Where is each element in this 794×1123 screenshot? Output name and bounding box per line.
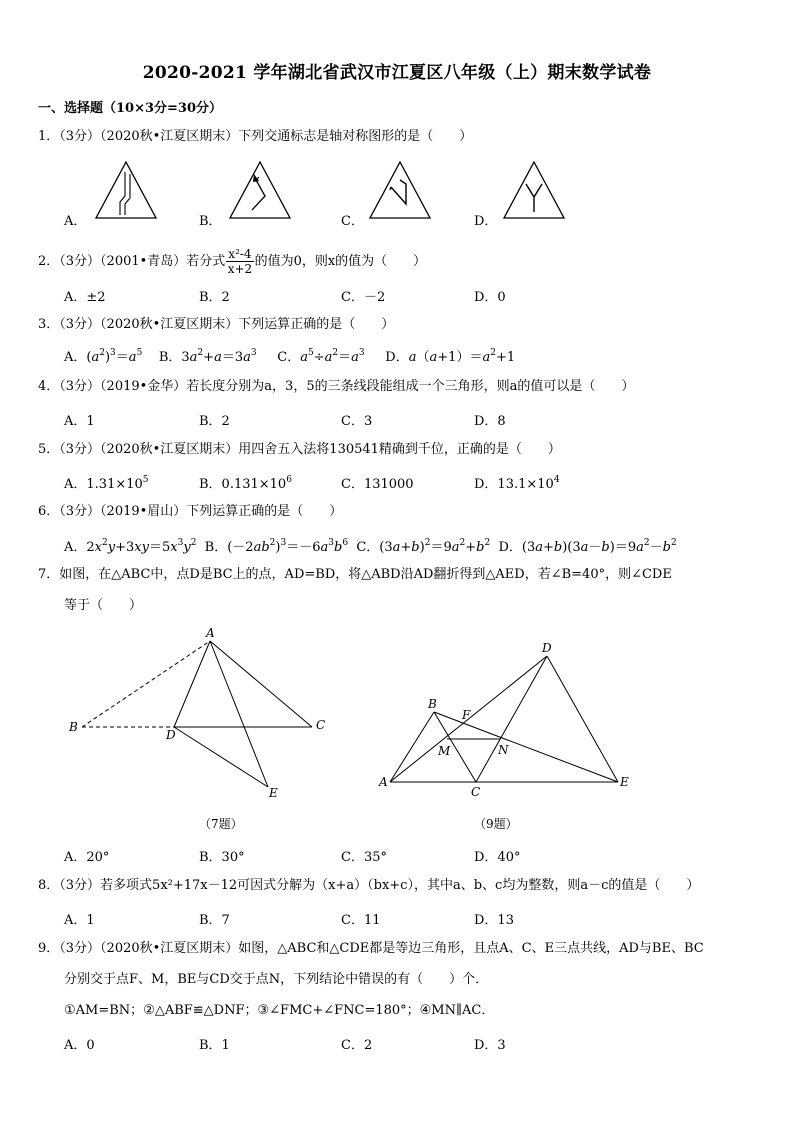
question-7-line-1: 7．如图，在△ABC中，点D是BC上的点，AD=BD，将△ABD沿AD翻折得到△AED，若∠B=40°，则∠CDE xyxy=(38,567,672,582)
q1-option-d: D． xyxy=(474,214,498,229)
q3-options: A．$(a^2)^3=a^5$ B．$3a^2+a=3a^3$ C．$a^5\div a^2=a^3$ D．$a(a+1)=a^2+1$ xyxy=(64,348,516,365)
fig9-label-n: N xyxy=(498,743,509,757)
q1-option-b: B． xyxy=(199,214,222,229)
q5-option-a: A．$1.31\times 10^5$ xyxy=(64,475,149,492)
q4-option-b: B．2 xyxy=(199,414,230,429)
q8-option-c: C．11 xyxy=(341,913,381,928)
question-7-line-2: 等于（ ） xyxy=(64,598,143,613)
fig7-label-e: E xyxy=(269,786,278,800)
traffic-sign-a-icon xyxy=(94,160,158,220)
q9-option-a: A．0 xyxy=(64,1038,95,1053)
q2-numerator: x²-4 xyxy=(228,247,252,261)
q4-option-c: C．3 xyxy=(341,414,373,429)
fig9-label-c: C xyxy=(471,785,481,799)
fig7-label-a: A xyxy=(206,626,215,640)
q2-option-a: A．±2 xyxy=(64,290,106,305)
page-title: 2020-2021 学年湖北省武汉市江夏区八年级（上）期末数学试卷 xyxy=(142,63,652,83)
question-2 xyxy=(38,247,426,276)
q9-option-d: D．3 xyxy=(474,1038,506,1053)
q8-option-b: B．7 xyxy=(199,913,230,928)
question-3: 3．（3分）（2020秋•江夏区期末）下列运算正确的是（ ） xyxy=(38,317,395,332)
q8-option-a: A．1 xyxy=(64,913,95,928)
q7-option-c: C．35° xyxy=(341,850,387,865)
question-9-line-1: 9．（3分）（2020秋•江夏区期末）如图，△ABC和△CDE都是等边三角形，且点A、C、E三点共线，AD与BE、BC xyxy=(38,941,704,956)
q9-option-c: C．2 xyxy=(341,1038,373,1053)
q8-option-d: D．13 xyxy=(474,913,514,928)
figure-7-caption: （7题） xyxy=(199,817,243,831)
figure-7 xyxy=(60,625,340,805)
fig9-label-e: E xyxy=(620,775,629,789)
question-1: 1．（3分）（2020秋•江夏区期末）下列交通标志是轴对称图形的是（ ） xyxy=(38,129,473,144)
question-4: 4．（3分）（2019•金华）若长度分别为a，3，5的三条线段能组成一个三角形，则a的值可以是（ ） xyxy=(38,379,635,394)
fig7-label-c: C xyxy=(316,718,326,732)
q5-option-b: B．$0.131\times 10^6$ xyxy=(199,475,292,492)
fig9-label-d: D xyxy=(542,642,552,655)
q7-option-a: A．20° xyxy=(64,850,110,865)
q4-option-d: D．8 xyxy=(474,414,506,429)
section-heading: 一、选择题（10×3分=30分） xyxy=(38,101,223,116)
q5-option-d: D．$13.1\times 10^4$ xyxy=(474,475,560,492)
fig7-label-b: B xyxy=(69,720,78,734)
q7-option-d: D．40° xyxy=(474,850,521,865)
q9-option-b: B．1 xyxy=(199,1038,230,1053)
q5-option-c: C．131000 xyxy=(341,477,414,492)
q2-option-d: D．0 xyxy=(474,290,506,305)
q7-option-b: B．30° xyxy=(199,850,245,865)
fig9-label-f: F xyxy=(462,708,471,722)
fig9-label-a: A xyxy=(379,775,388,789)
q1-option-c: C． xyxy=(341,214,364,229)
figure-9-caption: （9题） xyxy=(474,817,518,831)
question-9-line-3: ①AM=BN；②△ABF≌△DNF；③∠FMC+∠FNC=180°；④MN∥AC． xyxy=(64,1003,495,1018)
question-8: 8．（3分）若多项式5x²+17x－12可因式分解为（x+a）（bx+c），其中a、b、c均为整数，则a－c的值是（ ） xyxy=(38,878,700,893)
fig9-label-m: M xyxy=(438,744,451,758)
question-6: 6．（3分）（2019•眉山）下列运算正确的是（ ） xyxy=(38,504,343,519)
fig9-label-b: B xyxy=(428,697,437,711)
q2-denominator: x+2 xyxy=(227,262,253,276)
q2-option-c: C．－2 xyxy=(341,290,386,305)
traffic-sign-c-icon xyxy=(368,160,432,220)
q6-options: A．$2x^2y+3xy=5x^3y^2$ B．$(-2ab^2)^3=-6a^3b^6$ C．$(3a+b)^2=9a^2+b^2$ D．$(3a+b)(3a-b)=9a^2-b^2$ xyxy=(64,538,677,555)
q1-option-a: A． xyxy=(64,214,87,229)
q2-suffix: 的值为0，则x的值为（ ） xyxy=(254,254,427,269)
fig7-label-d: D xyxy=(166,728,176,742)
q2-fraction xyxy=(226,247,253,276)
figure-9 xyxy=(370,642,640,807)
question-9-line-2: 分别交于点F、M，BE与CD交于点N，下列结论中错误的有（ ）个． xyxy=(64,972,489,987)
q2-option-b: B．2 xyxy=(199,290,230,305)
q2-prefix: 2．（3分）（2001•青岛）若分式 xyxy=(38,254,226,269)
q4-option-a: A．1 xyxy=(64,414,95,429)
traffic-sign-d-icon xyxy=(502,160,566,220)
question-5: 5．（3分）（2020秋•江夏区期末）用四舍五入法将130541精确到千位，正确的是（ ） xyxy=(38,442,561,457)
traffic-sign-b-icon xyxy=(228,160,292,220)
